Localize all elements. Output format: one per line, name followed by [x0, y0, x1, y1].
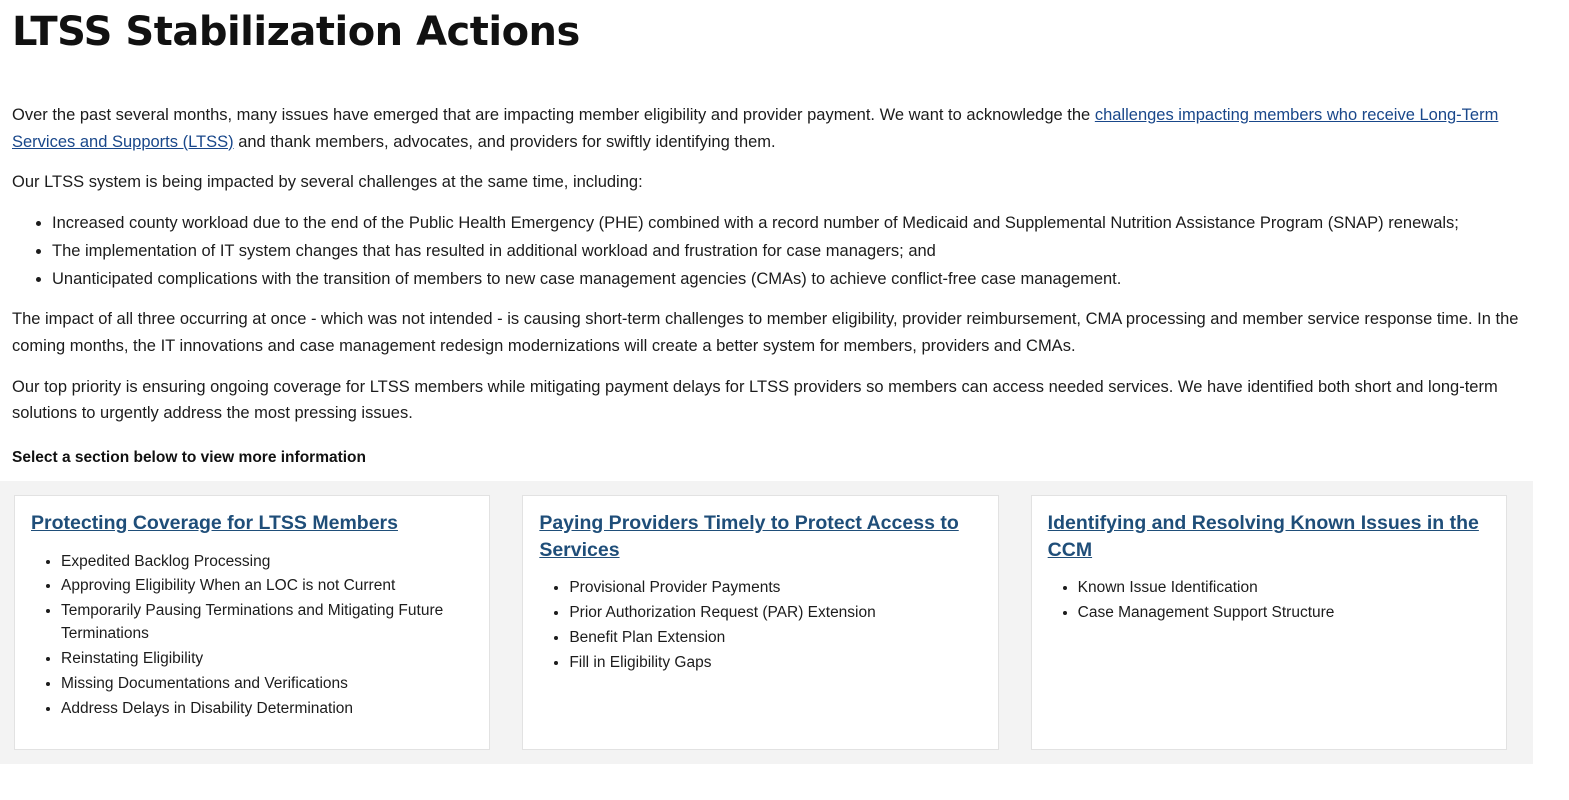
challenges-list [12, 210, 1557, 292]
page-container [0, 8, 1569, 467]
list-item: • Approving Eligibility When an LOC is not Current [61, 575, 473, 598]
list-item: • Reinstating Eligibility [61, 648, 473, 671]
card-known-issues-ccm[interactable] [1031, 495, 1507, 750]
list-item: • Benefit Plan Extension [569, 627, 981, 650]
intro-paragraph-1-text-before: Over the past several months, many issues have emerged that are impacting member eligibility and provider payment. We want to acknowledge the [12, 106, 1095, 124]
list-item: • Prior Authorization Request (PAR) Extension [569, 602, 981, 625]
list-item: • Address Delays in Disability Determination [61, 698, 473, 721]
intro-paragraph-1-text-after: and thank members, advocates, and providers for swiftly identifying them. [233, 132, 776, 151]
card-list-paying-providers [539, 577, 981, 675]
card-title-link-protecting-coverage[interactable]: Protecting Coverage for LTSS Members [31, 512, 398, 535]
intro-paragraph-4: Our top priority is ensuring ongoing coverage for LTSS members while mitigating payment delays for LTSS providers so members can access needed services. We have identified both short and long-term solutions to urgently address the most pressing issues. [12, 377, 1498, 423]
list-item: • Expedited Backlog Processing [61, 551, 473, 574]
list-item: • Case Management Support Structure [1078, 602, 1490, 625]
card-list-known-issues-ccm [1048, 577, 1490, 625]
ltss-challenges-link[interactable]: challenges impacting members who receive Long-Term Services and Supports (LTSS) [12, 106, 1499, 151]
card-title-link-paying-providers[interactable]: Paying Providers Timely to Protect Access to Services [539, 512, 959, 561]
list-item: • Fill in Eligibility Gaps [569, 652, 981, 675]
page-title: LTSS Stabilization Actions [12, 9, 580, 55]
list-item: • Missing Documentations and Verifications [61, 673, 473, 696]
intro-paragraph-3: The impact of all three occurring at once - which was not intended - is causing short-term challenges to member eligibility, provider reimbursement, CMA processing and member service response time. In the coming months, the IT innovations and case management redesign modernizations will create a better system for members, providers and CMAs. [12, 310, 1519, 356]
card-title-link-known-issues-ccm[interactable]: Identifying and Resolving Known Issues in the CCM [1047, 512, 1479, 561]
card-paying-providers[interactable] [522, 495, 998, 750]
intro-paragraph-1 [12, 102, 1557, 155]
card-list-protecting-coverage [31, 551, 473, 722]
list-item: • Increased county workload due to the end of the Public Health Emergency (PHE) combined with a record number of Medicaid and Supplemental Nutrition Assistance Program (SNAP) renewals; [52, 210, 1557, 237]
card-protecting-coverage[interactable] [14, 495, 490, 750]
intro-section [12, 102, 1557, 467]
list-item: • Provisional Provider Payments [569, 577, 981, 600]
select-section-prompt: Select a section below to view more information [12, 449, 366, 467]
list-item: • The implementation of IT system changes that has resulted in additional workload and frustration for case managers; and [52, 238, 1557, 265]
section-cards-strip [0, 481, 1533, 764]
list-item: • Temporarily Pausing Terminations and Mitigating Future Terminations [61, 600, 473, 646]
list-item: • Known Issue Identification [1078, 577, 1490, 600]
list-item: • Unanticipated complications with the transition of members to new case management agencies (CMAs) to achieve conflict-free case management. [52, 266, 1557, 293]
intro-paragraph-2: Our LTSS system is being impacted by several challenges at the same time, including: [12, 173, 643, 192]
